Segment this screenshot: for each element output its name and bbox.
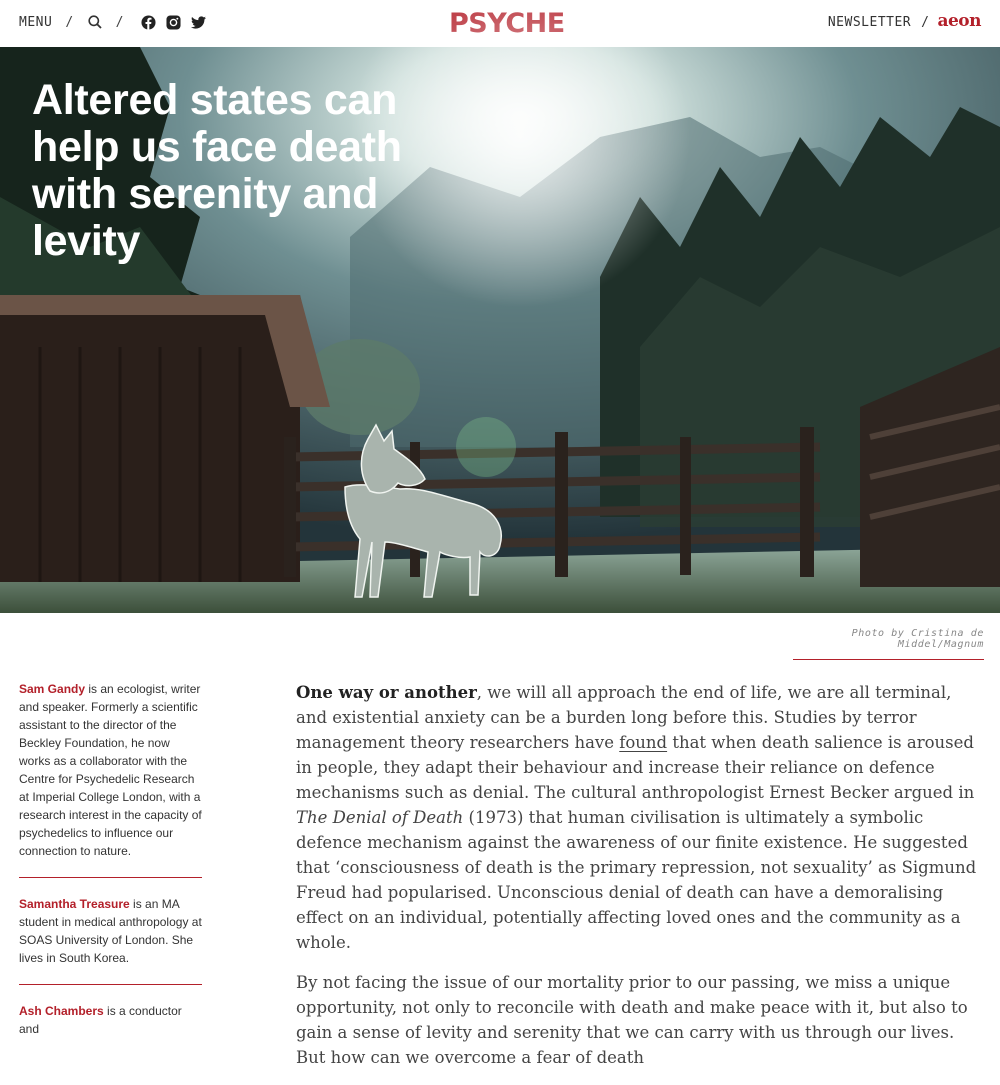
divider-slash: / xyxy=(921,15,930,30)
header-left-nav xyxy=(19,14,216,30)
author-bio-text: is a conductor and xyxy=(19,1004,182,1036)
article-title: Altered states can help us face death with serenity and levity xyxy=(32,76,402,265)
author-name-link[interactable]: Samantha Treasure xyxy=(19,897,130,911)
author-bio-text: is an ecologist, writer and speaker. Formerly a scientific assistant to the director of the Beckley Foundation, he now works as a collaborator with the Centre for Psychedelic Research at Imperial College London, with a research interest in the capacity of psychedelics to influence our connection to nature. xyxy=(19,682,202,858)
author-bio xyxy=(19,1002,202,1055)
header-right-nav xyxy=(827,11,981,31)
paragraph-text: (1973) that human civilisation is ultimately a symbolic defence mechanism against the awareness of our finite existence. He suggested that ‘consciousness of death is the primary repression, not sexuality’ as Sigmund Freud had popularised. Unconscious denial of death can have a demoralising effect on an individual, potentially affecting loved ones and the community as a whole. xyxy=(296,808,977,952)
twitter-icon[interactable] xyxy=(191,14,207,30)
paragraph-text: , we will all approach the end of life, we are all terminal, and existential anxiety can be a burden long before this. Studies by terror management theory researchers have xyxy=(296,683,952,752)
paragraph-text: that when death salience is aroused in people, they adapt their behaviour and increase their reliance on defence mechanisms such as denial. The cultural anthropologist Ernest Becker argued in xyxy=(296,733,975,802)
book-title: The Denial of Death xyxy=(296,808,464,827)
instagram-icon[interactable] xyxy=(166,14,182,30)
author-name-link[interactable]: Sam Gandy xyxy=(19,682,86,696)
author-bio xyxy=(19,680,202,878)
author-bio-text: is an MA student in medical anthropology at SOAS University of London. She lives in South Korea. xyxy=(19,897,202,965)
divider-slash: / xyxy=(115,14,124,30)
lead-phrase: One way or another xyxy=(296,683,477,702)
newsletter-link[interactable]: NEWSLETTER xyxy=(827,15,912,30)
paragraph: By not facing the issue of our mortality prior to our passing, we miss a unique opportunity, not only to reconcile with death and make peace with it, but also to gain a sense of levity and serenity that we can carry with us through our lives. But how can we overcome a fear of death xyxy=(296,973,968,1067)
article-body xyxy=(296,680,984,1085)
menu-button[interactable]: MENU xyxy=(19,14,53,30)
author-bios xyxy=(19,680,202,1072)
search-icon[interactable] xyxy=(87,14,103,30)
paragraph xyxy=(296,680,984,955)
author-name-link[interactable]: Ash Chambers xyxy=(19,1004,104,1018)
aeon-logo[interactable]: aeon xyxy=(937,11,981,31)
found-link[interactable]: found xyxy=(619,733,668,752)
facebook-icon[interactable] xyxy=(141,14,157,30)
author-bio xyxy=(19,895,202,985)
divider-slash: / xyxy=(65,14,74,30)
hero-image xyxy=(0,47,1000,613)
photo-credit[interactable]: Photo by Cristina de Middel/Magnum xyxy=(793,628,984,660)
